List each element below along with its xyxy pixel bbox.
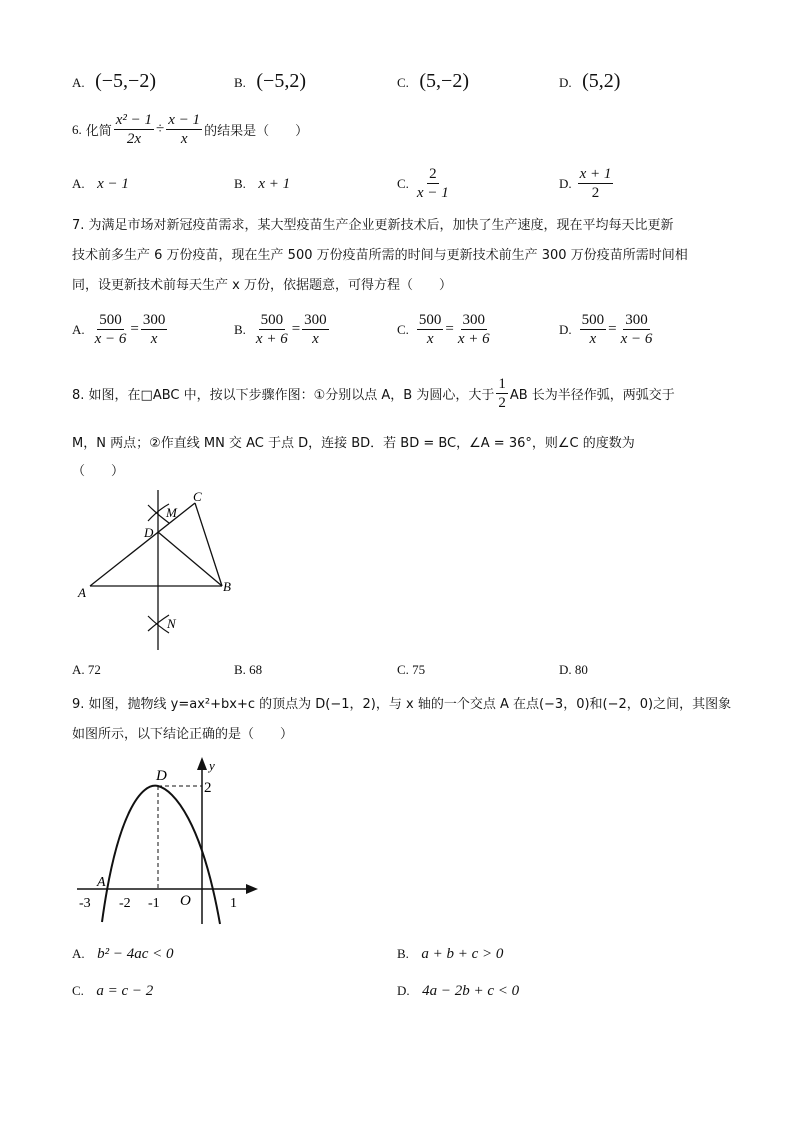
fraction bbox=[254, 312, 290, 347]
q9-graph bbox=[72, 752, 272, 927]
denominator: x bbox=[589, 331, 597, 347]
q8-line-2: M，N 两点；②作直线 MN 交 AC 于点 D，连接 BD．若 BD = BC，∠A = 36°，则∠C 的度数为 bbox=[72, 436, 635, 451]
option-label: A. bbox=[72, 75, 85, 90]
option-label: B. bbox=[234, 75, 246, 90]
denominator: x + 6 bbox=[457, 331, 490, 347]
question-text: 化简 bbox=[85, 124, 112, 139]
option-label: D. bbox=[397, 983, 410, 998]
option-label: C. bbox=[397, 75, 409, 90]
equals-sign: = bbox=[291, 321, 301, 337]
point-d-label: D bbox=[144, 525, 154, 540]
numerator: 500 bbox=[581, 312, 605, 328]
question-text: 的结果是（ ） bbox=[204, 124, 309, 139]
option-label: D. bbox=[559, 321, 572, 337]
denominator: 2x bbox=[126, 131, 141, 147]
option-label: B. bbox=[234, 321, 246, 337]
q5-option-d[interactable] bbox=[559, 70, 620, 93]
denominator: x − 6 bbox=[620, 331, 653, 347]
fraction bbox=[166, 112, 202, 147]
option-label: B. bbox=[234, 176, 246, 191]
q8-option-a[interactable]: A. 72 bbox=[72, 662, 101, 677]
equals-sign: = bbox=[130, 321, 139, 337]
vertex-d-label: D bbox=[156, 768, 167, 784]
point-a-label: A bbox=[78, 585, 86, 600]
q8-option-c[interactable]: C. 75 bbox=[397, 662, 426, 677]
y-value-two: 2 bbox=[204, 780, 212, 796]
fraction bbox=[93, 312, 129, 347]
option-text: (−5,−2) bbox=[95, 70, 156, 92]
numerator: 500 bbox=[418, 312, 442, 328]
denominator: x − 1 bbox=[416, 185, 449, 201]
option-text: (−5,2) bbox=[256, 70, 306, 92]
point-b-label: B bbox=[223, 579, 231, 594]
numerator: 2 bbox=[429, 166, 437, 182]
point-n-label: N bbox=[167, 616, 176, 631]
q6-stem bbox=[72, 112, 308, 147]
point-a-label: A bbox=[97, 875, 106, 890]
segment-bd bbox=[158, 532, 222, 586]
option-label: D. bbox=[559, 175, 572, 191]
q5-option-b[interactable] bbox=[234, 70, 306, 93]
option-label: A. bbox=[72, 176, 85, 191]
option-label: A. bbox=[72, 946, 85, 961]
x-tick-minus-1: -1 bbox=[148, 896, 160, 911]
q8-figure bbox=[70, 485, 250, 655]
numerator: 500 bbox=[260, 312, 284, 328]
segment-ac bbox=[90, 503, 195, 586]
q9-option-d[interactable] bbox=[397, 983, 519, 1000]
point-c-label: C bbox=[193, 489, 202, 504]
denominator: x bbox=[150, 331, 158, 347]
numerator: x² − 1 bbox=[115, 112, 153, 128]
denominator: x − 6 bbox=[94, 331, 127, 347]
numerator: x + 1 bbox=[579, 166, 612, 182]
q9-option-c[interactable] bbox=[72, 983, 153, 1000]
option-label: D. bbox=[559, 75, 572, 90]
q8-option-d[interactable]: D. 80 bbox=[559, 662, 588, 677]
numerator: 300 bbox=[462, 312, 486, 328]
denominator: 2 bbox=[498, 395, 506, 411]
q6-option-c[interactable] bbox=[397, 166, 453, 201]
q5-option-a[interactable] bbox=[72, 70, 156, 93]
fraction bbox=[456, 312, 492, 347]
option-text: 4a − 2b + c < 0 bbox=[422, 983, 520, 999]
denominator: x + 6 bbox=[255, 331, 288, 347]
q5-option-c[interactable] bbox=[397, 70, 469, 93]
fraction bbox=[578, 166, 614, 201]
denominator: x bbox=[426, 331, 434, 347]
fraction bbox=[417, 312, 444, 347]
denominator: x bbox=[312, 331, 319, 347]
y-axis-label: y bbox=[209, 758, 215, 773]
q8-option-b[interactable]: B. 68 bbox=[234, 662, 263, 677]
x-tick-minus-2: -2 bbox=[119, 896, 131, 911]
q9-line-2: 如图所示，以下结论正确的是（ ） bbox=[72, 727, 294, 742]
q6-option-d[interactable] bbox=[559, 166, 615, 201]
origin-label: O bbox=[180, 893, 191, 909]
numerator: 300 bbox=[304, 312, 327, 328]
point-m-label: M bbox=[166, 505, 177, 520]
q7-option-c[interactable] bbox=[397, 312, 494, 347]
numerator: 300 bbox=[625, 312, 648, 328]
q9-option-b[interactable] bbox=[397, 946, 503, 963]
question-text: 8. 如图，在□ABC 中，按以下步骤作图：①分别以点 A，B 为圆心，大于 bbox=[72, 388, 495, 403]
q8-line-3: （ ） bbox=[72, 464, 125, 479]
fraction-one-half bbox=[496, 376, 508, 411]
q6-option-a[interactable] bbox=[72, 176, 129, 193]
denominator: 2 bbox=[591, 185, 600, 201]
fraction bbox=[619, 312, 655, 347]
q7-option-d[interactable] bbox=[559, 312, 656, 347]
q8-line-1 bbox=[72, 376, 675, 411]
equals-sign: = bbox=[445, 321, 454, 337]
q9-line-1: 9. 如图，抛物线 y=ax²+bx+c 的顶点为 D(−1，2)，与 x 轴的一个交点 A 在点(−3，0)和(−2，0)之间，其图象 bbox=[72, 697, 732, 712]
q7-line-2: 技术前多生产 6 万份疫苗，现在生产 500 万份疫苗所需的时间与更新技术前生产 300 万份疫苗所需时间相 bbox=[72, 248, 688, 263]
numerator: 1 bbox=[498, 376, 506, 392]
question-text: AB 长为半径作弧，两弧交于 bbox=[509, 388, 675, 403]
x-axis-arrow bbox=[246, 884, 258, 894]
y-axis-arrow bbox=[197, 757, 207, 770]
option-label: B. bbox=[397, 946, 409, 961]
fraction bbox=[580, 312, 607, 347]
q7-option-b[interactable] bbox=[234, 312, 331, 347]
option-label: A. bbox=[72, 321, 85, 337]
q9-option-a[interactable] bbox=[72, 946, 174, 963]
fraction bbox=[302, 312, 329, 347]
q6-option-b[interactable] bbox=[234, 176, 290, 193]
denominator: x bbox=[180, 131, 188, 147]
option-text: x + 1 bbox=[258, 176, 291, 192]
divide-sign: ÷ bbox=[156, 121, 165, 137]
option-text: a = c − 2 bbox=[96, 983, 154, 999]
option-text: x − 1 bbox=[97, 176, 129, 192]
option-label: C. bbox=[72, 983, 84, 998]
option-label: C. bbox=[397, 321, 409, 337]
numerator: 500 bbox=[99, 312, 122, 328]
numerator: 300 bbox=[142, 312, 166, 328]
option-text: b² − 4ac < 0 bbox=[97, 946, 174, 962]
fraction bbox=[141, 312, 168, 347]
option-text: (5,−2) bbox=[419, 70, 469, 92]
option-text: (5,2) bbox=[582, 70, 621, 92]
numerator: x − 1 bbox=[168, 112, 201, 128]
question-number: 6. bbox=[72, 121, 82, 137]
q7-option-a[interactable] bbox=[72, 312, 169, 347]
q7-line-1: 7. 为满足市场对新冠疫苗需求，某大型疫苗生产企业更新技术后，加快了生产速度，现在平均每天比更新 bbox=[72, 218, 674, 233]
segment-bc bbox=[195, 503, 222, 586]
q7-line-3: 同，设更新技术前每天生产 x 万份，依据题意，可得方程（ ） bbox=[72, 278, 452, 293]
x-tick-1: 1 bbox=[230, 896, 237, 911]
x-tick-minus-3: -3 bbox=[79, 896, 91, 911]
option-text: a + b + c > 0 bbox=[421, 946, 504, 962]
fraction bbox=[114, 112, 154, 147]
option-label: C. bbox=[397, 175, 409, 191]
equals-sign: = bbox=[608, 321, 617, 337]
fraction bbox=[415, 166, 451, 201]
